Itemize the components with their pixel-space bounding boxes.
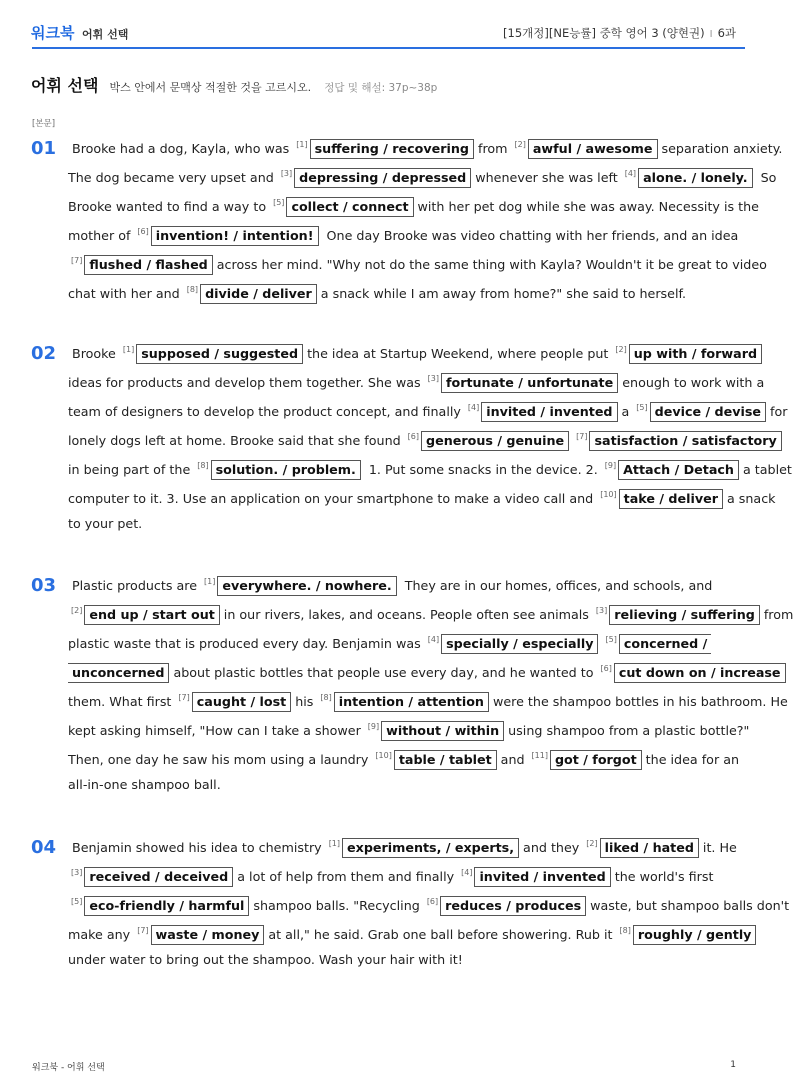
passage-text: enough to work with a xyxy=(622,375,765,390)
passage-text: shampoo balls. "Recycling xyxy=(253,898,420,913)
passage-text: Brooke wanted to find a way to xyxy=(68,199,267,214)
choice-box[interactable]: invention! / intention! xyxy=(151,226,319,246)
passage-text: make any xyxy=(68,927,131,942)
blank-number: [2] xyxy=(71,606,83,615)
passage-line xyxy=(68,427,786,451)
choice-box[interactable]: specially / especially xyxy=(441,634,598,654)
page-number: 1 xyxy=(730,1060,736,1070)
choice-box[interactable]: satisfaction / satisfactory xyxy=(589,431,781,451)
header-separator: I xyxy=(709,29,713,40)
blank-number: [7] xyxy=(137,926,149,935)
blank-number: [7] xyxy=(71,256,83,265)
passage-text: So xyxy=(756,170,777,185)
choice-box[interactable]: received / deceived xyxy=(84,867,233,887)
passage-text: with her pet dog while she was away. Necessity is the xyxy=(417,199,759,214)
blank-number: [9] xyxy=(604,461,617,470)
choice-box[interactable]: cut down on / increase xyxy=(614,663,786,683)
choice-box[interactable]: concerned / xyxy=(619,634,711,654)
choice-box[interactable]: unconcerned xyxy=(68,663,169,683)
answer-reference: 정답 및 해설: 37p~38p xyxy=(324,82,438,94)
blank-number: [3] xyxy=(71,868,83,877)
passage-text: from xyxy=(477,141,508,156)
passage-text: kept asking himself, "How can I take a shower xyxy=(68,723,361,738)
passage-text: the idea at Startup Weekend, where people put xyxy=(307,346,609,361)
blank-number: [1] xyxy=(328,839,341,848)
blank-number: [11] xyxy=(531,751,548,760)
blank-number: [4] xyxy=(461,868,473,877)
passage-text: team of designers to develop the product concept, and finally xyxy=(68,404,461,419)
passage-text: under water to bring out the shampoo. Wash your hair with it! xyxy=(68,952,463,967)
blank-number: [8] xyxy=(619,926,631,935)
passage-text: a lot of help from them and finally xyxy=(237,869,455,884)
choice-box[interactable]: divide / deliver xyxy=(200,284,317,304)
blank-number: [1] xyxy=(122,345,135,354)
passage-text: They are in our homes, offices, and schools, and xyxy=(400,578,713,593)
passage-text: a snack xyxy=(726,491,776,506)
choice-box[interactable]: generous / genuine xyxy=(421,431,569,451)
choice-box[interactable]: intention / attention xyxy=(334,692,489,712)
passage-text: computer to it. 3. Use an application on your smartphone to make a video call and xyxy=(68,491,594,506)
passage-text: ideas for products and develop them together. She was xyxy=(68,375,421,390)
blank-number: [5] xyxy=(636,403,648,412)
passage-line xyxy=(68,456,796,480)
passage-text: chat with her and xyxy=(68,286,180,301)
passage-text: a tablet xyxy=(742,462,792,477)
blank-number: [8] xyxy=(197,461,209,470)
question-number: 02 xyxy=(31,343,57,364)
passage-text: mother of xyxy=(68,228,131,243)
blank-number: [3] xyxy=(427,374,439,383)
lesson-label: 6과 xyxy=(717,26,736,40)
passage-line xyxy=(68,369,768,393)
passage-text: in being part of the xyxy=(68,462,191,477)
footer-label: 워크북 - 어휘 선택 xyxy=(32,1063,105,1073)
passage-text: One day Brooke was video chatting with her friends, and an idea xyxy=(322,228,739,243)
passage-line xyxy=(68,921,760,945)
blank-number: [7] xyxy=(576,432,588,441)
passage-line xyxy=(68,717,753,741)
passage-text: Brooke xyxy=(72,346,116,361)
choice-box[interactable]: caught / lost xyxy=(192,692,291,712)
choice-box[interactable]: awful / awesome xyxy=(528,139,658,159)
page-header xyxy=(0,0,768,50)
book-title: [15개정][NE능률] 중학 영어 3 (양현권) xyxy=(503,26,705,40)
passage-line xyxy=(68,892,793,916)
passage-line xyxy=(68,950,467,970)
blank-number: [10] xyxy=(375,751,392,760)
choice-box[interactable]: flushed / flashed xyxy=(84,255,212,275)
question-number: 01 xyxy=(31,138,57,159)
choice-box[interactable]: experiments, / experts, xyxy=(342,838,519,858)
blank-number: [5] xyxy=(71,897,83,906)
blank-number: [8] xyxy=(186,285,199,294)
passage-line xyxy=(72,834,741,858)
choice-box[interactable]: relieving / suffering xyxy=(609,605,760,625)
passage-text: at all," he said. Grab one ball before showering. Rub it xyxy=(268,927,613,942)
passage-line xyxy=(68,630,711,654)
passage-text: The dog became very upset and xyxy=(68,170,274,185)
passage-text: the idea for an xyxy=(645,752,740,767)
question-number: 03 xyxy=(31,575,57,596)
blank-number: [10] xyxy=(600,490,617,499)
title-row xyxy=(31,73,437,96)
passage-line xyxy=(68,164,780,188)
passage-line xyxy=(68,659,790,683)
passage-text: Plastic products are xyxy=(72,578,198,593)
blank-number: [2] xyxy=(514,140,526,149)
blank-number: [2] xyxy=(586,839,598,848)
blank-number: [7] xyxy=(178,693,190,702)
choice-box[interactable]: invited / invented xyxy=(481,402,617,422)
passage-line xyxy=(72,572,716,596)
passage-text: all-in-one shampoo ball. xyxy=(68,777,221,792)
blank-number: [8] xyxy=(320,693,332,702)
passage-text: separation anxiety. xyxy=(661,141,783,156)
passage-text: about plastic bottles that people use every day, and he wanted to xyxy=(173,665,594,680)
blank-number: [9] xyxy=(367,722,380,731)
choice-box[interactable]: liked / hated xyxy=(600,838,699,858)
choice-box[interactable]: device / devise xyxy=(650,402,766,422)
instruction-text: 박스 안에서 문맥상 적절한 것을 고르시오. xyxy=(109,81,312,94)
passage-text: 1. Put some snacks in the device. 2. xyxy=(364,462,598,477)
passage-line xyxy=(72,340,766,364)
passage-line xyxy=(68,193,763,217)
choice-box[interactable]: fortunate / unfortunate xyxy=(441,373,618,393)
passage-text: them. What first xyxy=(68,694,172,709)
blank-number: [1] xyxy=(204,577,216,586)
choice-box[interactable]: suffering / recovering xyxy=(310,139,474,159)
header-divider xyxy=(32,47,745,49)
passage-text: were the shampoo bottles in his bathroom. He xyxy=(492,694,788,709)
passage-line xyxy=(68,398,791,422)
text-label: [본문] xyxy=(32,119,56,129)
passage-text: Brooke had a dog, Kayla, who was xyxy=(72,141,290,156)
book-info xyxy=(503,25,736,41)
passage-text: waste, but shampoo balls don't xyxy=(590,898,790,913)
brand-title: 워크북 xyxy=(31,24,75,42)
choice-box[interactable]: take / deliver xyxy=(619,489,723,509)
passage-text: it. He xyxy=(702,840,737,855)
passage-text: to your pet. xyxy=(68,516,143,531)
passage-line xyxy=(68,601,797,625)
blank-number: [4] xyxy=(467,403,480,412)
blank-number: [3] xyxy=(280,169,293,178)
blank-number: [1] xyxy=(296,140,308,149)
blank-number: [6] xyxy=(137,227,149,236)
passage-text: and xyxy=(500,752,525,767)
choice-box[interactable]: Attach / Detach xyxy=(618,460,739,480)
passage-text: lonely dogs left at home. Brooke said that she found xyxy=(68,433,401,448)
blank-number: [6] xyxy=(407,432,420,441)
blank-number: [5] xyxy=(273,198,285,207)
blank-number: [2] xyxy=(615,345,627,354)
blank-number: [6] xyxy=(426,897,439,906)
passage-line xyxy=(68,775,225,795)
blank-number: [6] xyxy=(600,664,612,673)
passage-text: a snack while I am away from home?" she said to herself. xyxy=(320,286,687,301)
blank-number: [5] xyxy=(605,635,617,644)
passage-line xyxy=(68,485,780,509)
passage-text: using shampoo from a plastic bottle?" xyxy=(508,723,750,738)
passage-text: his xyxy=(295,694,314,709)
choice-box[interactable]: got / forgot xyxy=(550,750,642,770)
blank-number: [4] xyxy=(427,635,440,644)
passage-text: the world's first xyxy=(614,869,714,884)
choice-box[interactable]: eco-friendly / harmful xyxy=(84,896,249,916)
choice-box[interactable]: without / within xyxy=(381,721,504,741)
passage-text: for xyxy=(770,404,788,419)
passage-text: and they xyxy=(523,840,580,855)
choice-box[interactable]: collect / connect xyxy=(286,197,413,217)
choice-box[interactable]: everywhere. / nowhere. xyxy=(217,576,396,596)
passage-text: from xyxy=(763,607,794,622)
blank-number: [4] xyxy=(624,169,637,178)
passage-line xyxy=(68,222,742,246)
passage-line xyxy=(68,688,792,712)
passage-text: across her mind. "Why not do the same thing with Kayla? Wouldn't it be great to video xyxy=(216,257,767,272)
choice-box[interactable]: roughly / gently xyxy=(633,925,757,945)
passage-line xyxy=(68,746,743,770)
passage-line xyxy=(68,863,717,887)
passage-line xyxy=(72,135,786,159)
choice-box[interactable]: invited / invented xyxy=(474,867,610,887)
choice-box[interactable]: depressing / depressed xyxy=(294,168,471,188)
choice-box[interactable]: solution. / problem. xyxy=(211,460,361,480)
choice-box[interactable]: up with / forward xyxy=(629,344,762,364)
question-number: 04 xyxy=(31,837,57,858)
brand-subtitle: 어휘 선택 xyxy=(82,28,129,41)
passage-line xyxy=(68,514,146,534)
choice-box[interactable]: supposed / suggested xyxy=(136,344,303,364)
choice-box[interactable]: end up / start out xyxy=(84,605,219,625)
choice-box[interactable]: reduces / produces xyxy=(440,896,586,916)
passage-text: Then, one day he saw his mom using a laundry xyxy=(68,752,369,767)
passage-text: a xyxy=(621,404,630,419)
blank-number: [3] xyxy=(595,606,608,615)
choice-box[interactable]: waste / money xyxy=(151,925,265,945)
passage-text: plastic waste that is produced every day. Benjamin was xyxy=(68,636,421,651)
passage-text: Benjamin showed his idea to chemistry xyxy=(72,840,322,855)
passage-line xyxy=(68,251,771,275)
passage-line xyxy=(68,280,690,304)
passage-text: whenever she was left xyxy=(475,170,618,185)
choice-box[interactable]: table / tablet xyxy=(394,750,497,770)
passage-text: in our rivers, lakes, and oceans. People often see animals xyxy=(223,607,589,622)
choice-box[interactable]: alone. / lonely. xyxy=(638,168,753,188)
page-title: 어휘 선택 xyxy=(31,76,99,95)
